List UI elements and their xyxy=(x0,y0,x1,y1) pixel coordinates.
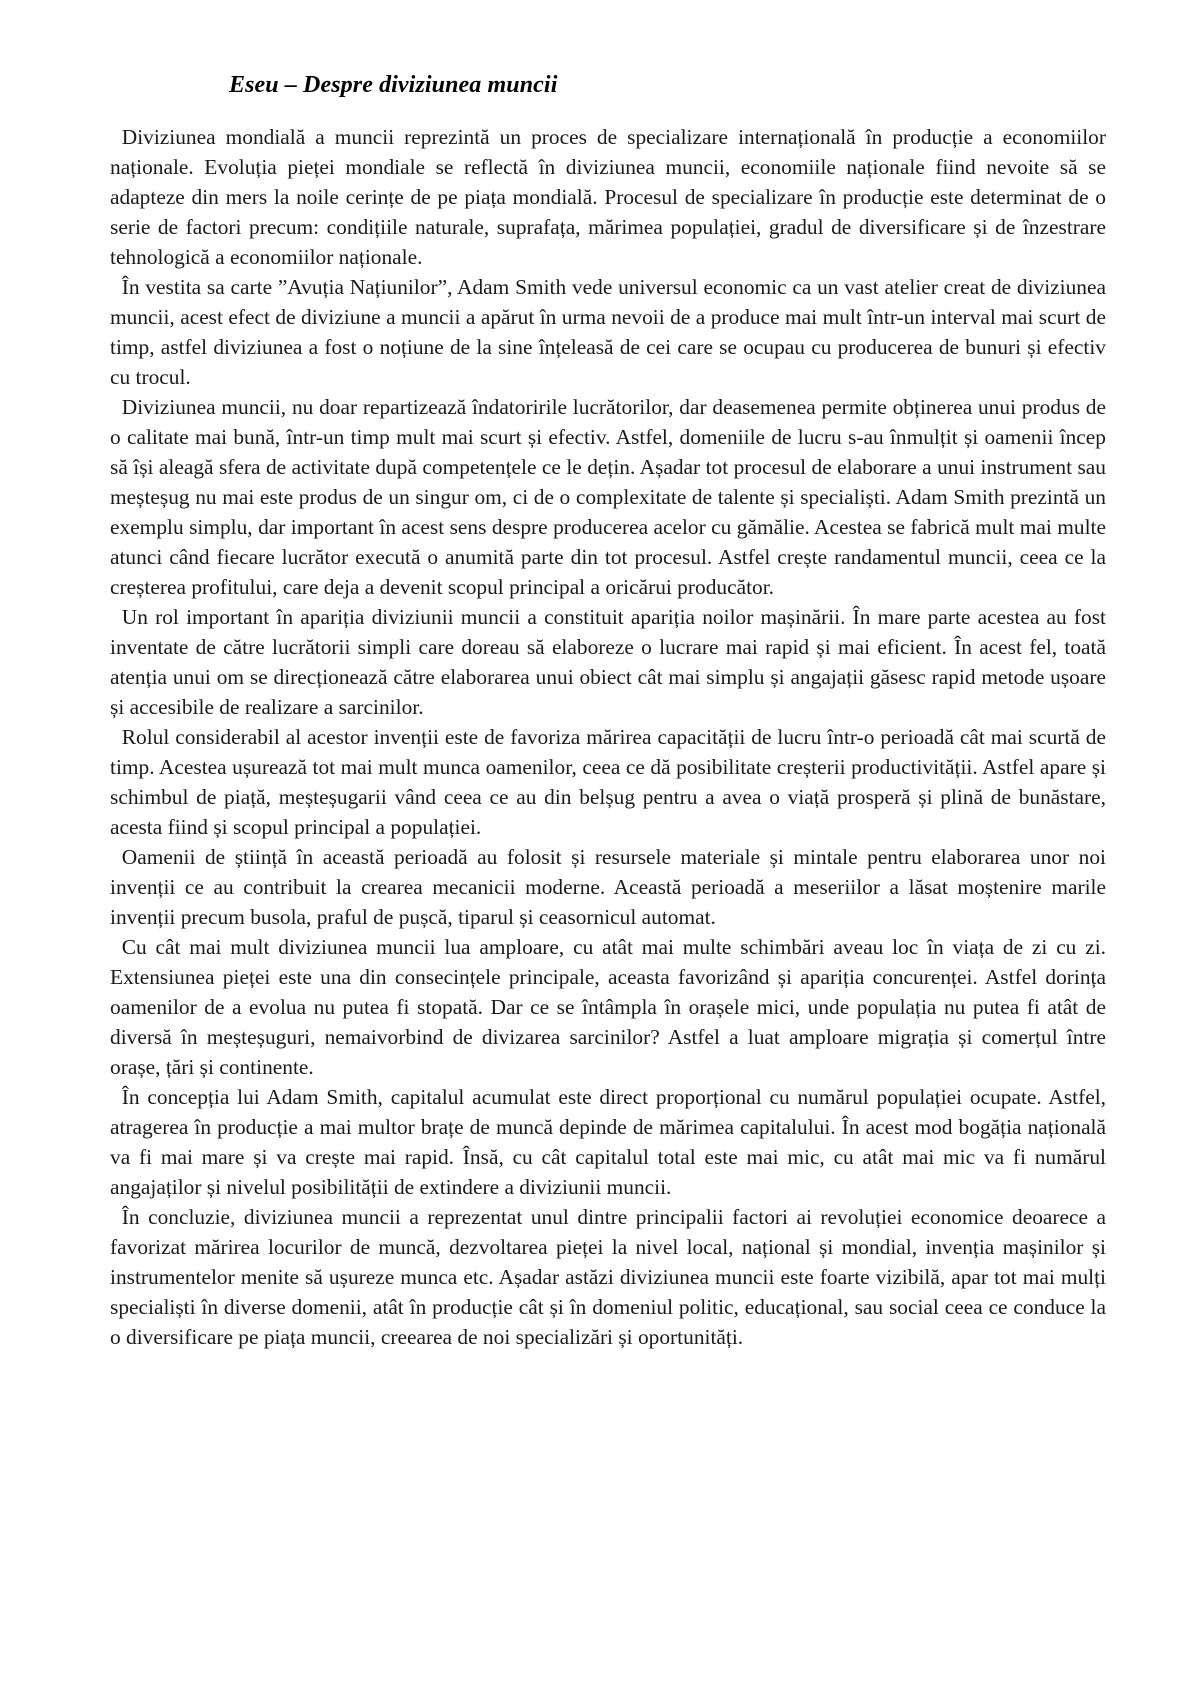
paragraph-6: Oamenii de știință în această perioadă au folosit și resursele materiale și mintale pentru elaborarea unor noi invenții ce au contribuit la crearea mecanicii moderne. Această perioadă a meseriilor a lăsat moștenire marile invenții precum busola, praful de pușcă, tiparul și ceasornicul automat. xyxy=(110,845,1106,929)
paragraph-3: Diviziunea muncii, nu doar repartizează îndatoririle lucrătorilor, dar deasemenea permite obținerea unui produs de o calitate mai bună, într-un timp mult mai scurt și efectiv. Astfel, domeniile de lucru s-au înmulțit și oamenii încep să își aleagă sfera de activitate după competențele ce le dețin. Așadar tot procesul de elaborare a unui instrument sau meșteșug nu mai este produs de un singur om, ci de o complexitate de talente și specialiști. Adam Smith prezintă un exemplu simplu, dar important în acest sens despre producerea acelor cu gămălie. Acestea se fabrică mult mai multe atunci când fiecare lucrător execută o anumită parte din tot procesul. Astfel crește randamentul muncii, ceea ce la creșterea profitului, care deja a devenit scopul principal a oricărui producător. xyxy=(110,395,1106,599)
paragraph-4: Un rol important în apariția diviziunii muncii a constituit apariția noilor mașinării. În mare parte acestea au fost inventate de către lucrătorii simpli care doreau să elaboreze o lucrare mai rapid și mai eficient. În acest fel, toată atenția unui om se direcționează către elaborarea unui obiect cât mai simplu și angajații găsesc rapid metode ușoare și accesibile de realizare a sarcinilor. xyxy=(110,605,1106,719)
paragraph-2: În vestita sa carte ”Avuția Națiunilor”, Adam Smith vede universul economic ca un vast atelier creat de diviziunea muncii, acest efect de diviziune a muncii a apărut în urma nevoii de a produce mai mult într-un interval mai scurt de timp, astfel diviziunea a fost o noțiune de la sine înțeleasă de cei care se ocupau cu producerea de bunuri și efectiv cu trocul. xyxy=(110,275,1106,389)
paragraph-1: Diviziunea mondială a muncii reprezintă un proces de specializare internațională în producție a economiilor naționale. Evoluția pieței mondiale se reflectă în diviziunea muncii, economiile naționale fiind nevoite să se adapteze din mers la noile cerințe de pe piața mondială. Procesul de specializare în producție este determinat de o serie de factori precum: condițiile naturale, suprafața, mărimea populației, gradul de diversificare și de înzestrare tehnologică a economiilor naționale. xyxy=(110,125,1106,269)
paragraph-9: În concluzie, diviziunea muncii a reprezentat unul dintre principalii factori ai revoluției economice deoarece a favorizat mărirea locurilor de muncă, dezvoltarea pieței la nivel local, național și mondial, invenția mașinilor și instrumentelor menite să ușureze munca etc. Așadar astăzi diviziunea muncii este foarte vizibilă, apar tot mai mulți specialiști în diverse domenii, atât în producție cât și în domeniul politic, educațional, sau social ceea ce conduce la o diversificare pe piața muncii, creearea de noi specializări și oportunități. xyxy=(110,1205,1106,1349)
essay-title: Eseu – Despre diviziunea muncii xyxy=(229,72,558,98)
paragraph-5: Rolul considerabil al acestor invenții este de favoriza mărirea capacității de lucru într-o perioadă cât mai scurtă de timp. Acestea ușurează tot mai mult munca oamenilor, ceea ce dă posibilitate creșterii productivității. Astfel apare și schimbul de piață, meșteșugarii vând ceea ce au din belșug pentru a avea o viață prosperă și plină de bunăstare, acesta fiind și scopul principal a populației. xyxy=(110,725,1106,839)
paragraph-7: Cu cât mai mult diviziunea muncii lua amploare, cu atât mai multe schimbări aveau loc în viața de zi cu zi. Extensiunea pieței este una din consecințele principale, aceasta favorizând și apariția concurenței. Astfel dorința oamenilor de a evolua nu putea fi stopată. Dar ce se întâmpla în orașele mici, unde populația nu putea fi atât de diversă în meșteșuguri, nemaivorbind de divizarea sarcinilor? Astfel a luat amploare migrația și comerțul între orașe, țări și continente. xyxy=(110,935,1106,1079)
essay-body xyxy=(110,122,1106,1352)
paragraph-8: În concepția lui Adam Smith, capitalul acumulat este direct proporțional cu numărul populației ocupate. Astfel, atragerea în producție a mai multor brațe de muncă depinde de mărimea capitalului. În acest mod bogăția națională va fi mai mare și va crește mai rapid. Însă, cu cât capitalul total este mai mic, cu atât mai mic va fi numărul angajaților și nivelul posibilității de extindere a diviziunii muncii. xyxy=(110,1085,1106,1199)
